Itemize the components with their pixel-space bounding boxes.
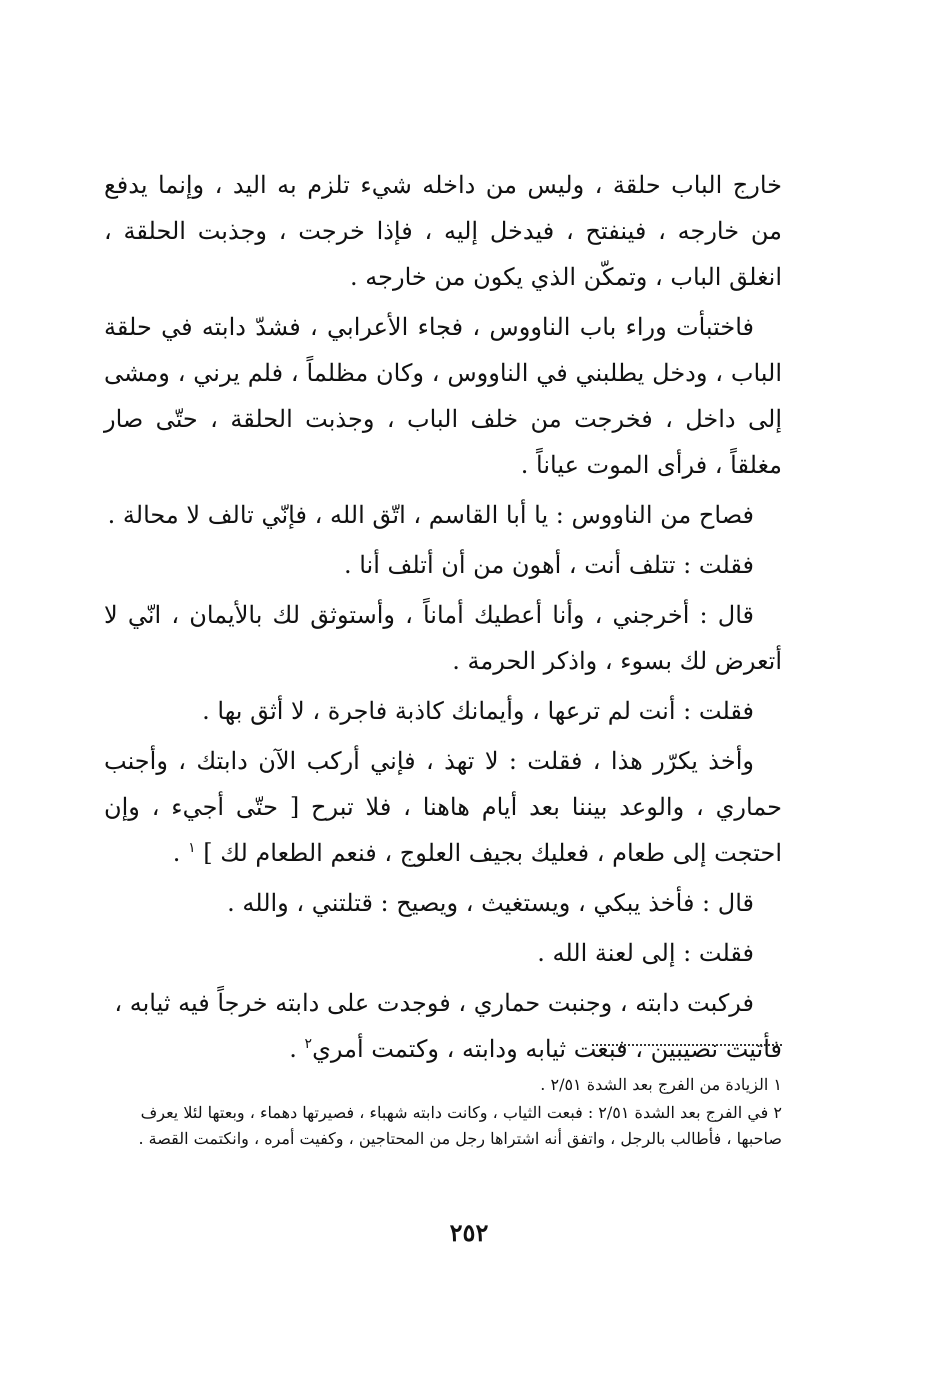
paragraph-3: فصاح من الناووس : يا أبا القاسم ، اتّق الله ، فإنّي تالف لا محالة . xyxy=(107,501,754,529)
paragraph-7 xyxy=(104,738,782,876)
paragraph-4: فقلت : تتلف أنت ، أهون من أن أتلف أنا . xyxy=(343,551,754,579)
paragraph-6: فقلت : أنت لم ترعها ، وأيمانك كاذبة فاجرة ، لا أثق بها . xyxy=(202,697,754,725)
footnote-ref-1: ١ xyxy=(188,840,196,856)
paragraph-8: قال : فأخذ يبكي ، ويستغيث ، ويصيح : قتلتني ، والله . xyxy=(227,889,754,917)
paragraph-1: خارج الباب حلقة ، وليس من داخله شيء تلزم به اليد ، وإنما يدفع من خارجه ، فينفتح ، فيدخل إليه ، فإذا خرجت ، وجذبت الحلقة ، انغلق الباب ، وتمكّن الذي يكون من خارجه . xyxy=(104,171,782,291)
paragraph-10-text: فركبت دابته ، وجنبت حماري ، فوجدت على دابته خرجاً فيه ثيابه ، فأتيت نصيبين ، فبعت ثيابه ودابته ، وكتمت أمري xyxy=(114,989,782,1063)
paragraph-9: فقلت : إلى لعنة الله . xyxy=(537,939,754,967)
paragraph-7-end: . xyxy=(172,839,189,867)
paragraph-10 xyxy=(104,980,782,1072)
paragraph-10-end: . xyxy=(289,1035,305,1063)
paragraph-2: فاختبأت وراء باب الناووس ، فجاء الأعرابي ، فشدّ دابته في حلقة الباب ، ودخل يطلبني في الناووس ، وكان مظلماً ، فلم يرني ، ومشى إلى داخل ، فخرجت من خلف الباب ، وجذبت الحلقة ، حتّى صار مغلقاً ، فرأى الموت عياناً . xyxy=(104,313,782,479)
main-text xyxy=(104,162,782,1076)
footnotes xyxy=(104,1072,782,1154)
page-number: ٢٥٢ xyxy=(449,1218,489,1247)
footnote-divider xyxy=(592,1044,782,1046)
footnote-2: ٢ في الفرج بعد الشدة ٢/٥١ : فبعت الثياب ، وكانت دابته شهباء ، فصيرتها دهماء ، وبعتها لئلا يعرف صاحبها ، فأطالب بالرجل ، واتفق أنه اشتراها رجل من المحتاجين ، وكفيت أمره ، وانكتمت القصة . xyxy=(138,1103,782,1148)
footnote-ref-2: ٢ xyxy=(304,1036,313,1052)
paragraph-7-text: وأخذ يكرّر هذا ، فقلت : لا تهذ ، فإني أركب الآن دابتك ، وأجنب حماري ، والوعد بيننا بعد أيام هاهنا ، فلا تبرح [ حتّى أجيء ، وإن احتجت إلى طعام ، فعليك بجيف العلوج ، فنعم الطعام لك ] xyxy=(104,747,782,867)
footnote-1: ١ الزيادة من الفرج بعد الشدة ٢/٥١ . xyxy=(540,1075,782,1094)
paragraph-5: قال : أخرجني ، وأنا أعطيك أماناً ، وأستوثق لك بالأيمان ، انّي لا أتعرض لك بسوء ، واذكر الحرمة . xyxy=(104,601,782,675)
